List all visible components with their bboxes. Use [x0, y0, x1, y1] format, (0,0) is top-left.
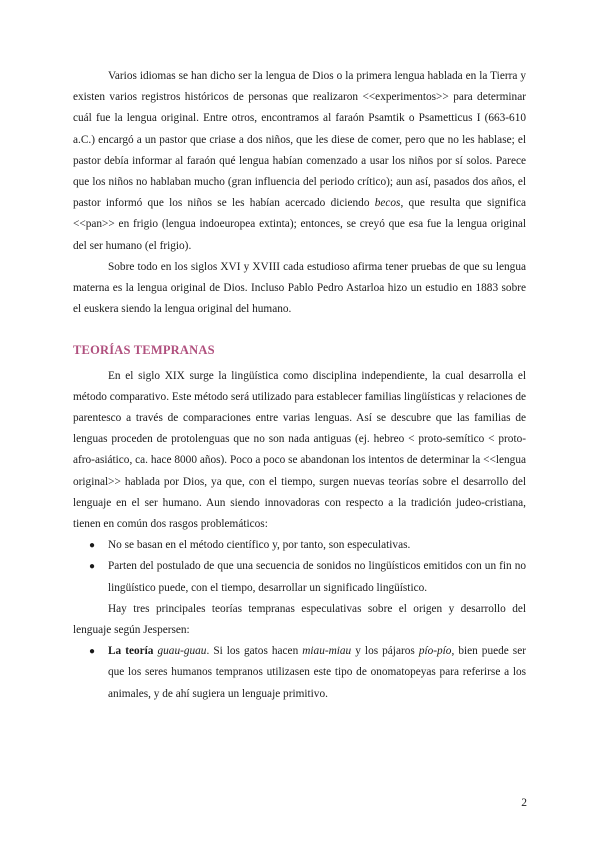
section-paragraph-2: Hay tres principales teorías tempranas especulativas sobre el origen y desarrollo del lenguaje según Jespersen:: [73, 602, 526, 637]
theory-label: La teoría: [108, 645, 154, 658]
list-item: ● No se basan en el método científico y, por tanto, son especulativas.: [73, 535, 526, 556]
bullet-icon: ●: [89, 561, 96, 573]
bullet-icon: ●: [89, 540, 96, 552]
bird-sound: pío-pío: [418, 645, 452, 658]
intro-paragraph-2: Sobre todo en los siglos XVI y XVIII cada estudioso afirma tener pruebas de que su lengua materna es la lengua original de Dios. Incluso Pablo Pedro Astarloa hizo un estudio en 1883 sobre el euskera siendo la lengua original del humano.: [73, 260, 526, 316]
bullet-icon: ●: [89, 646, 96, 658]
theory-name: guau-guau: [157, 645, 207, 658]
word-becos: becos: [374, 197, 401, 210]
section-heading: TEORÍAS TEMPRANAS: [73, 343, 215, 358]
theories-list: [73, 641, 526, 705]
page-content: [73, 66, 526, 705]
problem-traits-list: [73, 535, 526, 599]
list-item: ● La teoría guau-guau. Si los gatos hacen miau-miau y los pájaros pío-pío, bien puede ser que los seres humanos tempranos utilizasen este tipo de onomatopeyas para referirse a los animales, y de ahí sugiera un lenguaje primitivo.: [73, 641, 526, 705]
cat-sound: miau-miau: [302, 645, 352, 658]
section-paragraph-1: En el siglo XIX surge la lingüística como disciplina independiente, la cual desarrolla el método comparativo. Este método será utilizado para establecer familias lingüísticas y relaciones de parentesco a través de comparaciones entre varias lenguas. Así se descubre que las familias de lenguas proceden de protolenguas que no son nada antiguas (ej. hebreo < proto-semítico < proto-afro-asiático, ca. hace 8000 años). Poco a poco se abandonan los intentos de determinar la <<lengua original>> hablada por Dios, ya que, con el tiempo, surgen nuevas teorías sobre el desarrollo del lenguaje en el ser humano. Aun siendo innovadoras con respecto a la tradición judeo-cristiana, tienen en común dos rasgos problemáticos:: [73, 369, 526, 531]
intro-paragraph-1: Varios idiomas se han dicho ser la lengua de Dios o la primera lengua hablada en la Tierra y existen varios registros históricos de personas que realizaron <<experimentos>> para determinar cuál fue la lengua original. Entre otros, encontramos al faraón Psamtik o Psametticus I (663-610 a.C.) encargó a un pastor que criase a dos niños, que les diese de comer, pero que no les hablase; el pastor debía informar al faraón qué lengua habían comenzado a usar los niños por sí solos. Parece que los niños no hablaban mucho (gran influencia del periodo crítico); aun así, pasados dos años, el pastor informó que los niños se les habían acercado diciendo becos, que resulta que significa <<pan>> en frigio (lengua indoeuropea extinta); entonces, se creyó que esa fue la lengua original del ser humano (el frigio).: [73, 70, 526, 252]
page-number: 2: [521, 797, 527, 809]
list-item: ● Parten del postulado de que una secuencia de sonidos no lingüísticos emitidos con un fin no lingüístico puede, con el tiempo, desarrollar un significado lingüístico.: [73, 556, 526, 598]
